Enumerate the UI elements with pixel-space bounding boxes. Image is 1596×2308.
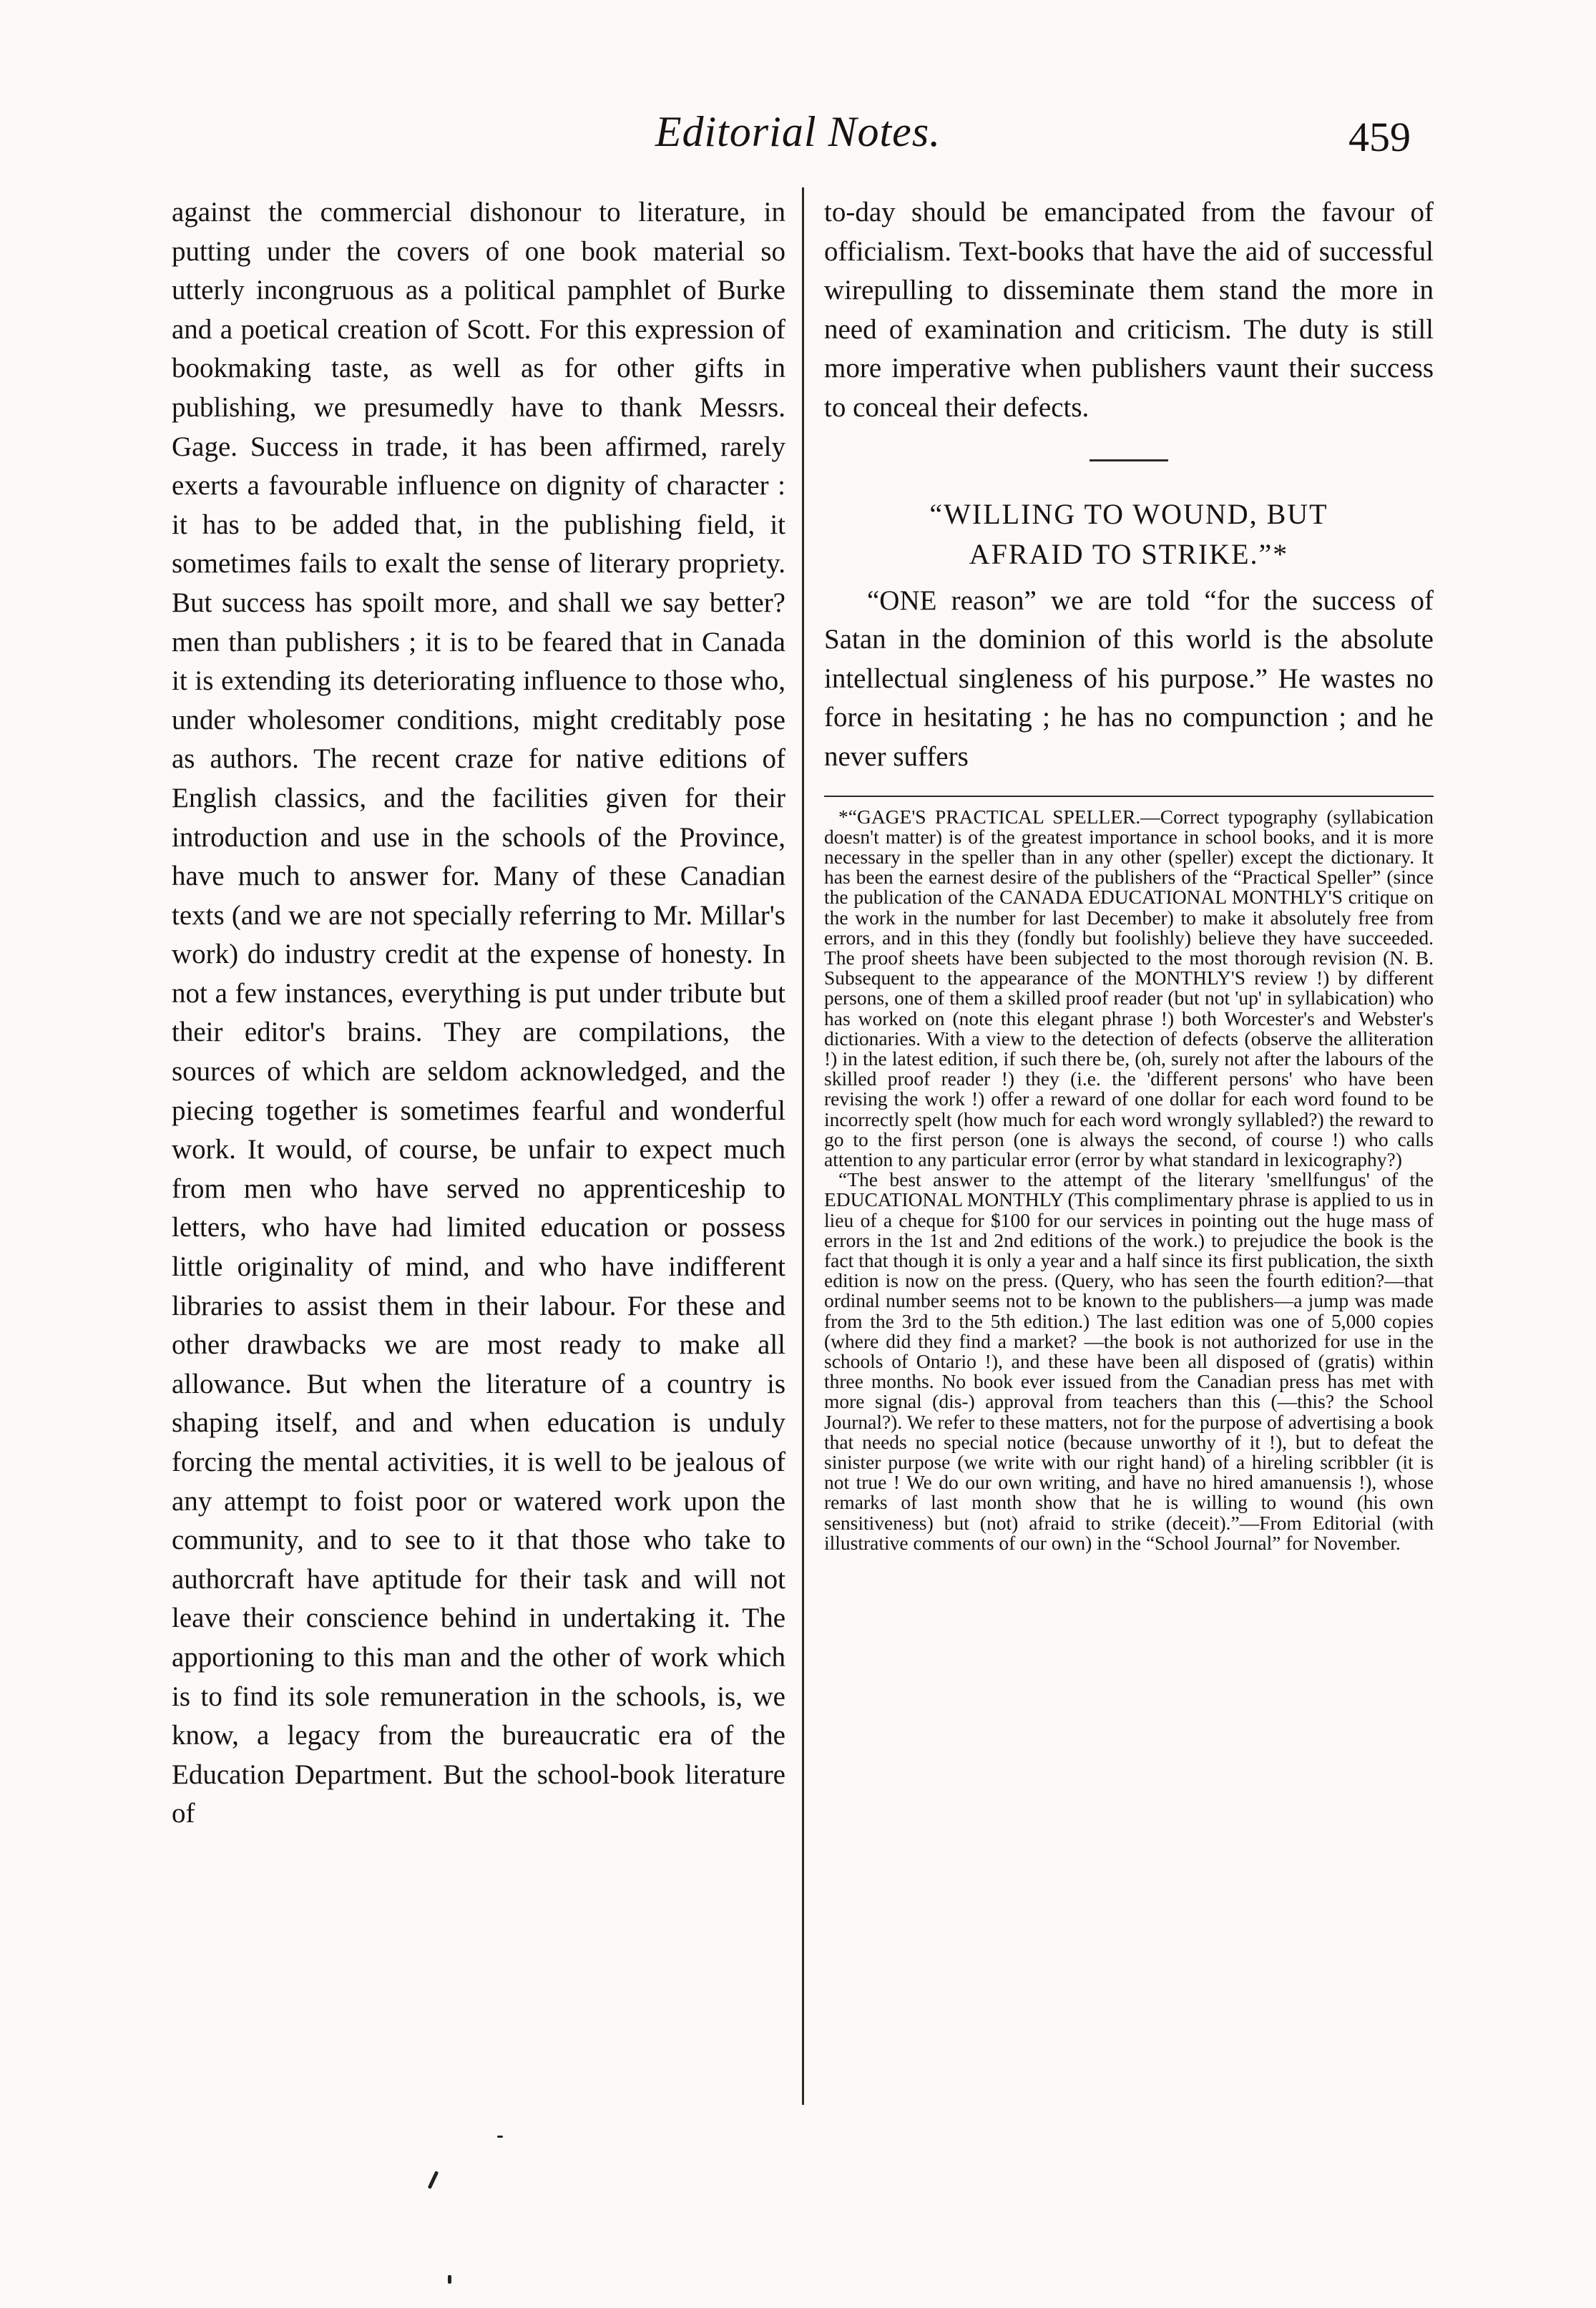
stray-ink-mark bbox=[497, 2136, 503, 2138]
right-column-continuation: to-day should be emancipated from the favour of officialism. Text-books that have the aid of successful wirepulling to disseminate them stand the more in need of examination and criticism. The duty is still more imperative when publishers vaunt their success to conceal their defects. bbox=[824, 197, 1434, 423]
stray-ink-mark bbox=[428, 2171, 439, 2189]
section-heading-line-1: “WILLING TO WOUND, BUT bbox=[929, 497, 1328, 530]
footnote bbox=[824, 807, 1434, 1554]
section-body-text: “ONE reason” we are told “for the success of Satan in the dominion of this world is the absolute intellectual singleness of his purpose.” He wastes no force in hesitating ; he has no compunction ; and he never suffers bbox=[824, 585, 1434, 772]
stray-ink-mark bbox=[448, 2275, 451, 2284]
footnote-divider bbox=[824, 796, 1434, 797]
left-column-text: against the commercial dishonour to literature, in putting under the covers of one book material so utterly incongruous as a political pamphlet of Burke and a poetical creation of Scott. For this expression of bookmaking taste, as well as for other gifts in publishing, we presumedly have to thank Messrs. Gage. Success in trade, it has been affirmed, rarely exerts a favourable influence on dignity of character : it has to be added that, in the publishing field, it sometimes fails to exalt the sense of literary propriety. But success has spoilt more, and shall we say better? men than publishers ; it is to be feared that in Canada it is extending its deteriorating influence to those who, under wholesomer conditions, might creditably pose as authors. The recent craze for native editions of English classics, and the facilities given for their introduction and use in the schools of the Province, have much to answer for. Many of these Canadian texts (and we are not specially referring to Mr. Millar's work) do industry credit at the expense of honesty. In not a few instances, everything is put under tribute but their editor's brains. They are compilations, the sources of which are seldom acknowledged, and the piecing together is sometimes fearful and wonderful work. It would, of course, be unfair to expect much from men who have served no apprenticeship to letters, who have had limited education or possess little originality of mind, and who have indifferent libraries to assist them in their labour. For these and other drawbacks we are most ready to make all allowance. But when the literature of a country is shaping itself, and and when education is unduly forcing the mental activities, it is well to be jealous of any attempt to foist poor or watered work upon the community, and to see to it that those who take to authorcraft have aptitude for their task and will not leave their conscience behind in undertaking it. The apportioning to this man and the other of work which is to find its sole remuneration in the schools, is, we know, a legacy from the bureaucratic era of the Education Department. But the school-book literature of bbox=[172, 197, 785, 1829]
left-column bbox=[172, 193, 785, 1834]
section-heading bbox=[824, 494, 1434, 574]
right-column bbox=[824, 193, 1434, 1553]
section-heading-line-2: AFRAID TO STRIKE.”* bbox=[969, 537, 1289, 570]
column-divider bbox=[802, 187, 804, 2105]
footnote-paragraph-1: *“GAGE'S PRACTICAL SPELLER.—Correct typography (syllabication doesn't matter) is of the greatest importance in school books, and it is more necessary in the speller than in any other (speller) except the dictionary. It has been the earnest desire of the publishers of the “Practical Speller” (since the publication of the CANADA EDUCATIONAL MONTHLY'S critique on the work in the number for last December) to make it absolutely free from errors, and in this they (fondly but foolishly) believe they have succeeded. The proof sheets have been subjected to the most thorough revision (N. B. Subsequent to the appearance of the MONTHLY'S review !) by different persons, one of them a skilled proof reader (but not 'up' in syllabication) who has worked on (note this elegant phrase !) both Worcester's and Webster's dictionaries. With a view to the detection of defects (observe the alliteration !) in the latest edition, if such there be, (oh, surely not after the labours of the skilled proof reader !) they (i.e. the 'different persons' who have been revising the work !) offer a reward of one dollar for each word found to be incorrectly spelt (how much for each word wrongly syllabled?) the reward to go to the first person (one is always the second, of course !) who calls attention to any particular error (error by what standard in lexicography?) bbox=[824, 805, 1434, 1170]
section-divider bbox=[1090, 459, 1168, 461]
running-title: Editorial Notes. bbox=[655, 108, 941, 155]
page-number: 459 bbox=[1348, 114, 1411, 160]
footnote-paragraph-2: “The best answer to the attempt of the literary 'smellfungus' of the EDUCATIONAL MONTHLY (This complimentary phrase is applied to us in lieu of a cheque for $100 for our services in pointing out the huge mass of errors in the 1st and 2nd editions of the work.) to prejudice the book is the fact that though it is only a year and a half since its first publication, the sixth edition is now on the press. (Query, who has seen the fourth edition?—that ordinal number seems not to be known to the publishers—a jump was made from the 3rd to the 5th edition.) The last edition was one of 5,000 copies (where did they find a market? —the book is not authorized for use in the schools of Ontario !), and these have been all disposed of (gratis) within three months. No book ever issued from the Canadian press has met with more signal (dis-) approval from teachers than this (—this? the School Journal?). We refer to these matters, not for the purpose of advertising a book that needs no special notice (because unworthy of it !), but to defeat the sinister purpose (we write with our right hand) of a hireling scribbler (it is not true ! We do our own writing, and have no hired amanuensis !), whose remarks of last month show that he is willing to wound (his own sensitiveness) but (not) afraid to strike (deceit).”—From Editorial (with illustrative comments of our own) in the “School Journal” for November. bbox=[824, 1168, 1434, 1554]
